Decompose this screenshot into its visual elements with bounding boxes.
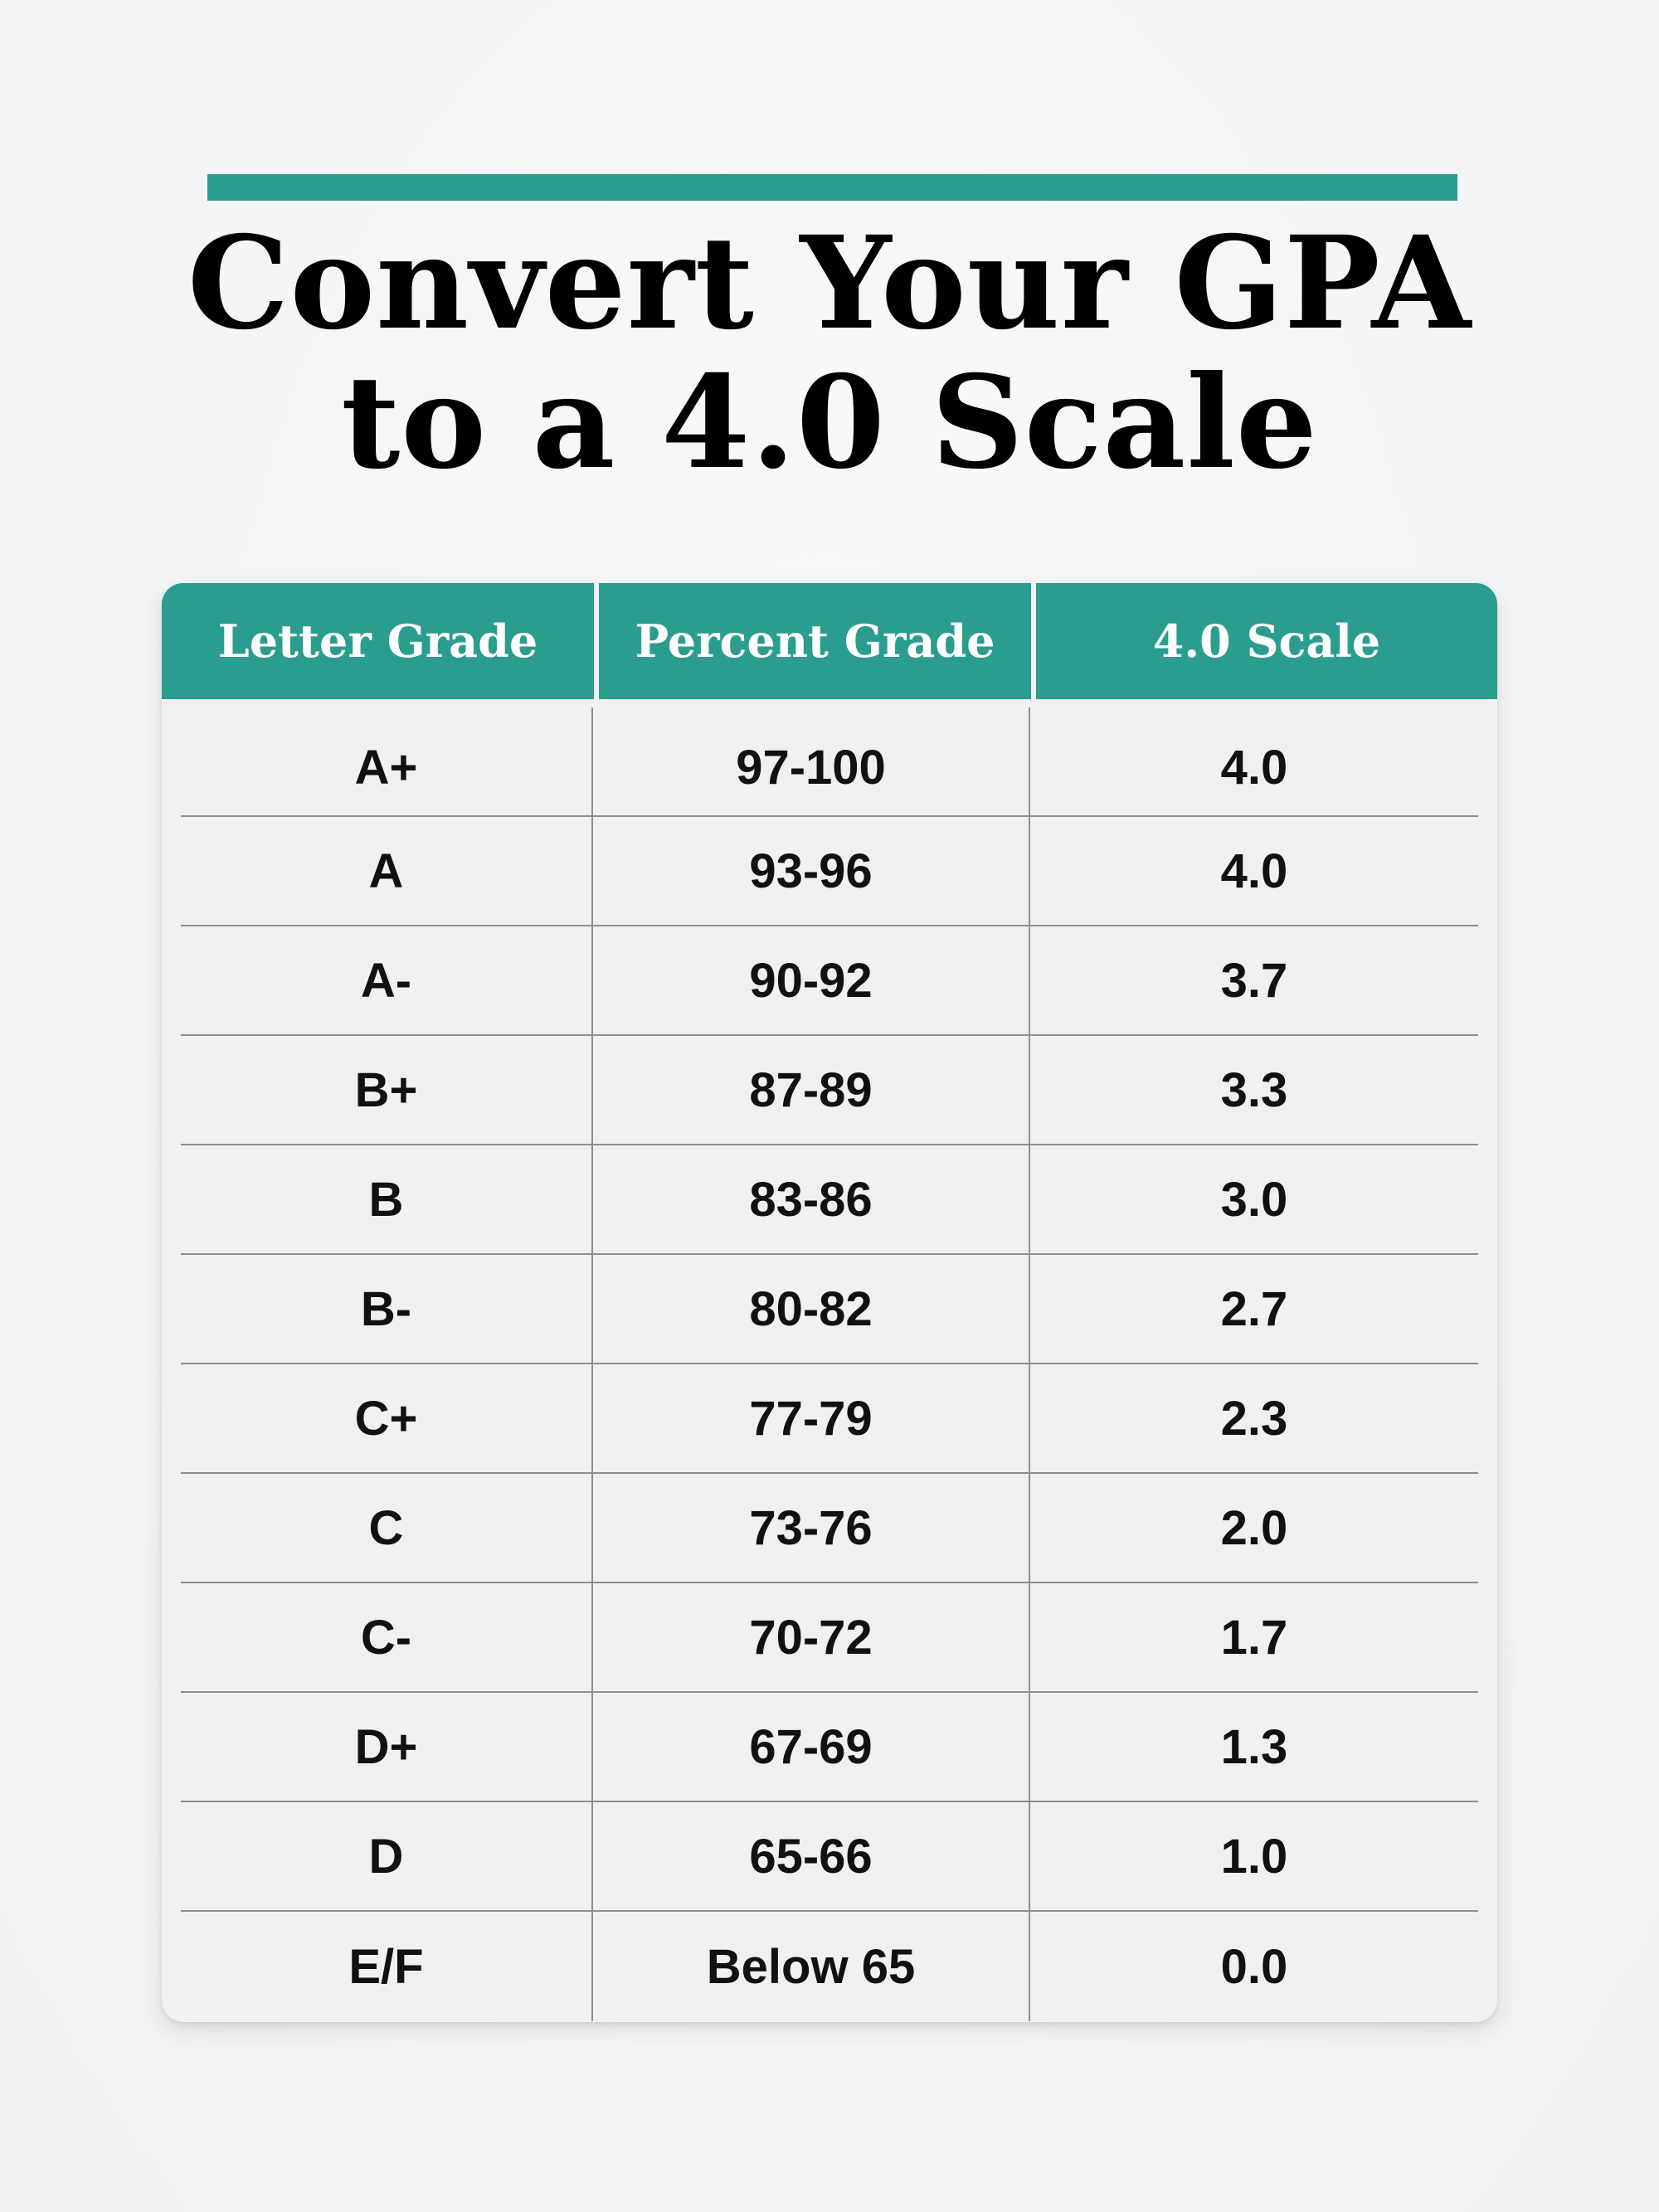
table-row — [181, 1036, 1478, 1145]
column-header-4-0-scale: 4.0 Scale — [1036, 583, 1497, 699]
percent-grade-cell: 73-76 — [593, 1474, 1030, 1582]
letter-grade-cell: A+ — [181, 707, 593, 815]
percent-grade-cell: 80-82 — [593, 1255, 1030, 1363]
table-row — [181, 1912, 1478, 2021]
letter-grade-cell: D — [181, 1802, 593, 1910]
table-row — [181, 1583, 1478, 1693]
letter-grade-cell: A — [181, 817, 593, 925]
percent-grade-cell: 67-69 — [593, 1693, 1030, 1801]
percent-grade-cell: 65-66 — [593, 1802, 1030, 1910]
table-row — [181, 1474, 1478, 1583]
letter-grade-cell: E/F — [181, 1912, 593, 2021]
table-row — [181, 707, 1478, 817]
table-body — [181, 707, 1478, 2021]
column-header-letter-grade: Letter Grade — [162, 583, 594, 699]
percent-grade-cell: 70-72 — [593, 1583, 1030, 1691]
percent-grade-cell: 90-92 — [593, 926, 1030, 1034]
gpa-conversion-table — [162, 583, 1497, 2022]
scale-value-cell: 2.3 — [1220, 1391, 1288, 1446]
table-row — [181, 926, 1478, 1036]
scale-value-cell: 4.0 — [1220, 740, 1288, 795]
percent-grade-cell: Below 65 — [593, 1912, 1030, 2021]
title-line-1: Convert Your GPA — [187, 208, 1472, 358]
letter-grade-cell: C- — [181, 1583, 593, 1691]
scale-value-cell: 2.0 — [1220, 1500, 1288, 1555]
table-row — [181, 1802, 1478, 1912]
table-row — [181, 1364, 1478, 1474]
letter-grade-cell: B — [181, 1145, 593, 1253]
percent-grade-cell: 77-79 — [593, 1364, 1030, 1472]
scale-value-cell: 1.3 — [1220, 1719, 1288, 1774]
letter-grade-cell: C+ — [181, 1364, 593, 1472]
scale-value-cell: 4.0 — [1220, 843, 1288, 898]
title-line-2: to a 4.0 Scale — [341, 348, 1318, 498]
table-row — [181, 1145, 1478, 1255]
scale-value-cell: 2.7 — [1220, 1281, 1288, 1336]
letter-grade-cell: C — [181, 1474, 593, 1582]
column-header-percent-grade: Percent Grade — [599, 583, 1031, 699]
letter-grade-cell: B- — [181, 1255, 593, 1363]
scale-value-cell: 1.7 — [1220, 1610, 1288, 1665]
percent-grade-cell: 97-100 — [593, 707, 1030, 815]
letter-grade-cell: D+ — [181, 1693, 593, 1801]
scale-value-cell: 3.0 — [1220, 1172, 1288, 1227]
table-row — [181, 1255, 1478, 1364]
title-accent-bar — [207, 174, 1457, 201]
percent-grade-cell: 83-86 — [593, 1145, 1030, 1253]
letter-grade-cell: B+ — [181, 1036, 593, 1144]
scale-value-cell: 3.3 — [1220, 1062, 1288, 1117]
percent-grade-cell: 87-89 — [593, 1036, 1030, 1144]
scale-value-cell: 3.7 — [1220, 953, 1288, 1008]
table-row — [181, 817, 1478, 926]
table-header — [162, 583, 1497, 699]
scale-value-cell: 0.0 — [1220, 1939, 1288, 1994]
percent-grade-cell: 93-96 — [593, 817, 1030, 925]
scale-value-cell: 1.0 — [1220, 1829, 1288, 1884]
page-title — [0, 208, 1659, 498]
letter-grade-cell: A- — [181, 926, 593, 1034]
table-row — [181, 1693, 1478, 1802]
